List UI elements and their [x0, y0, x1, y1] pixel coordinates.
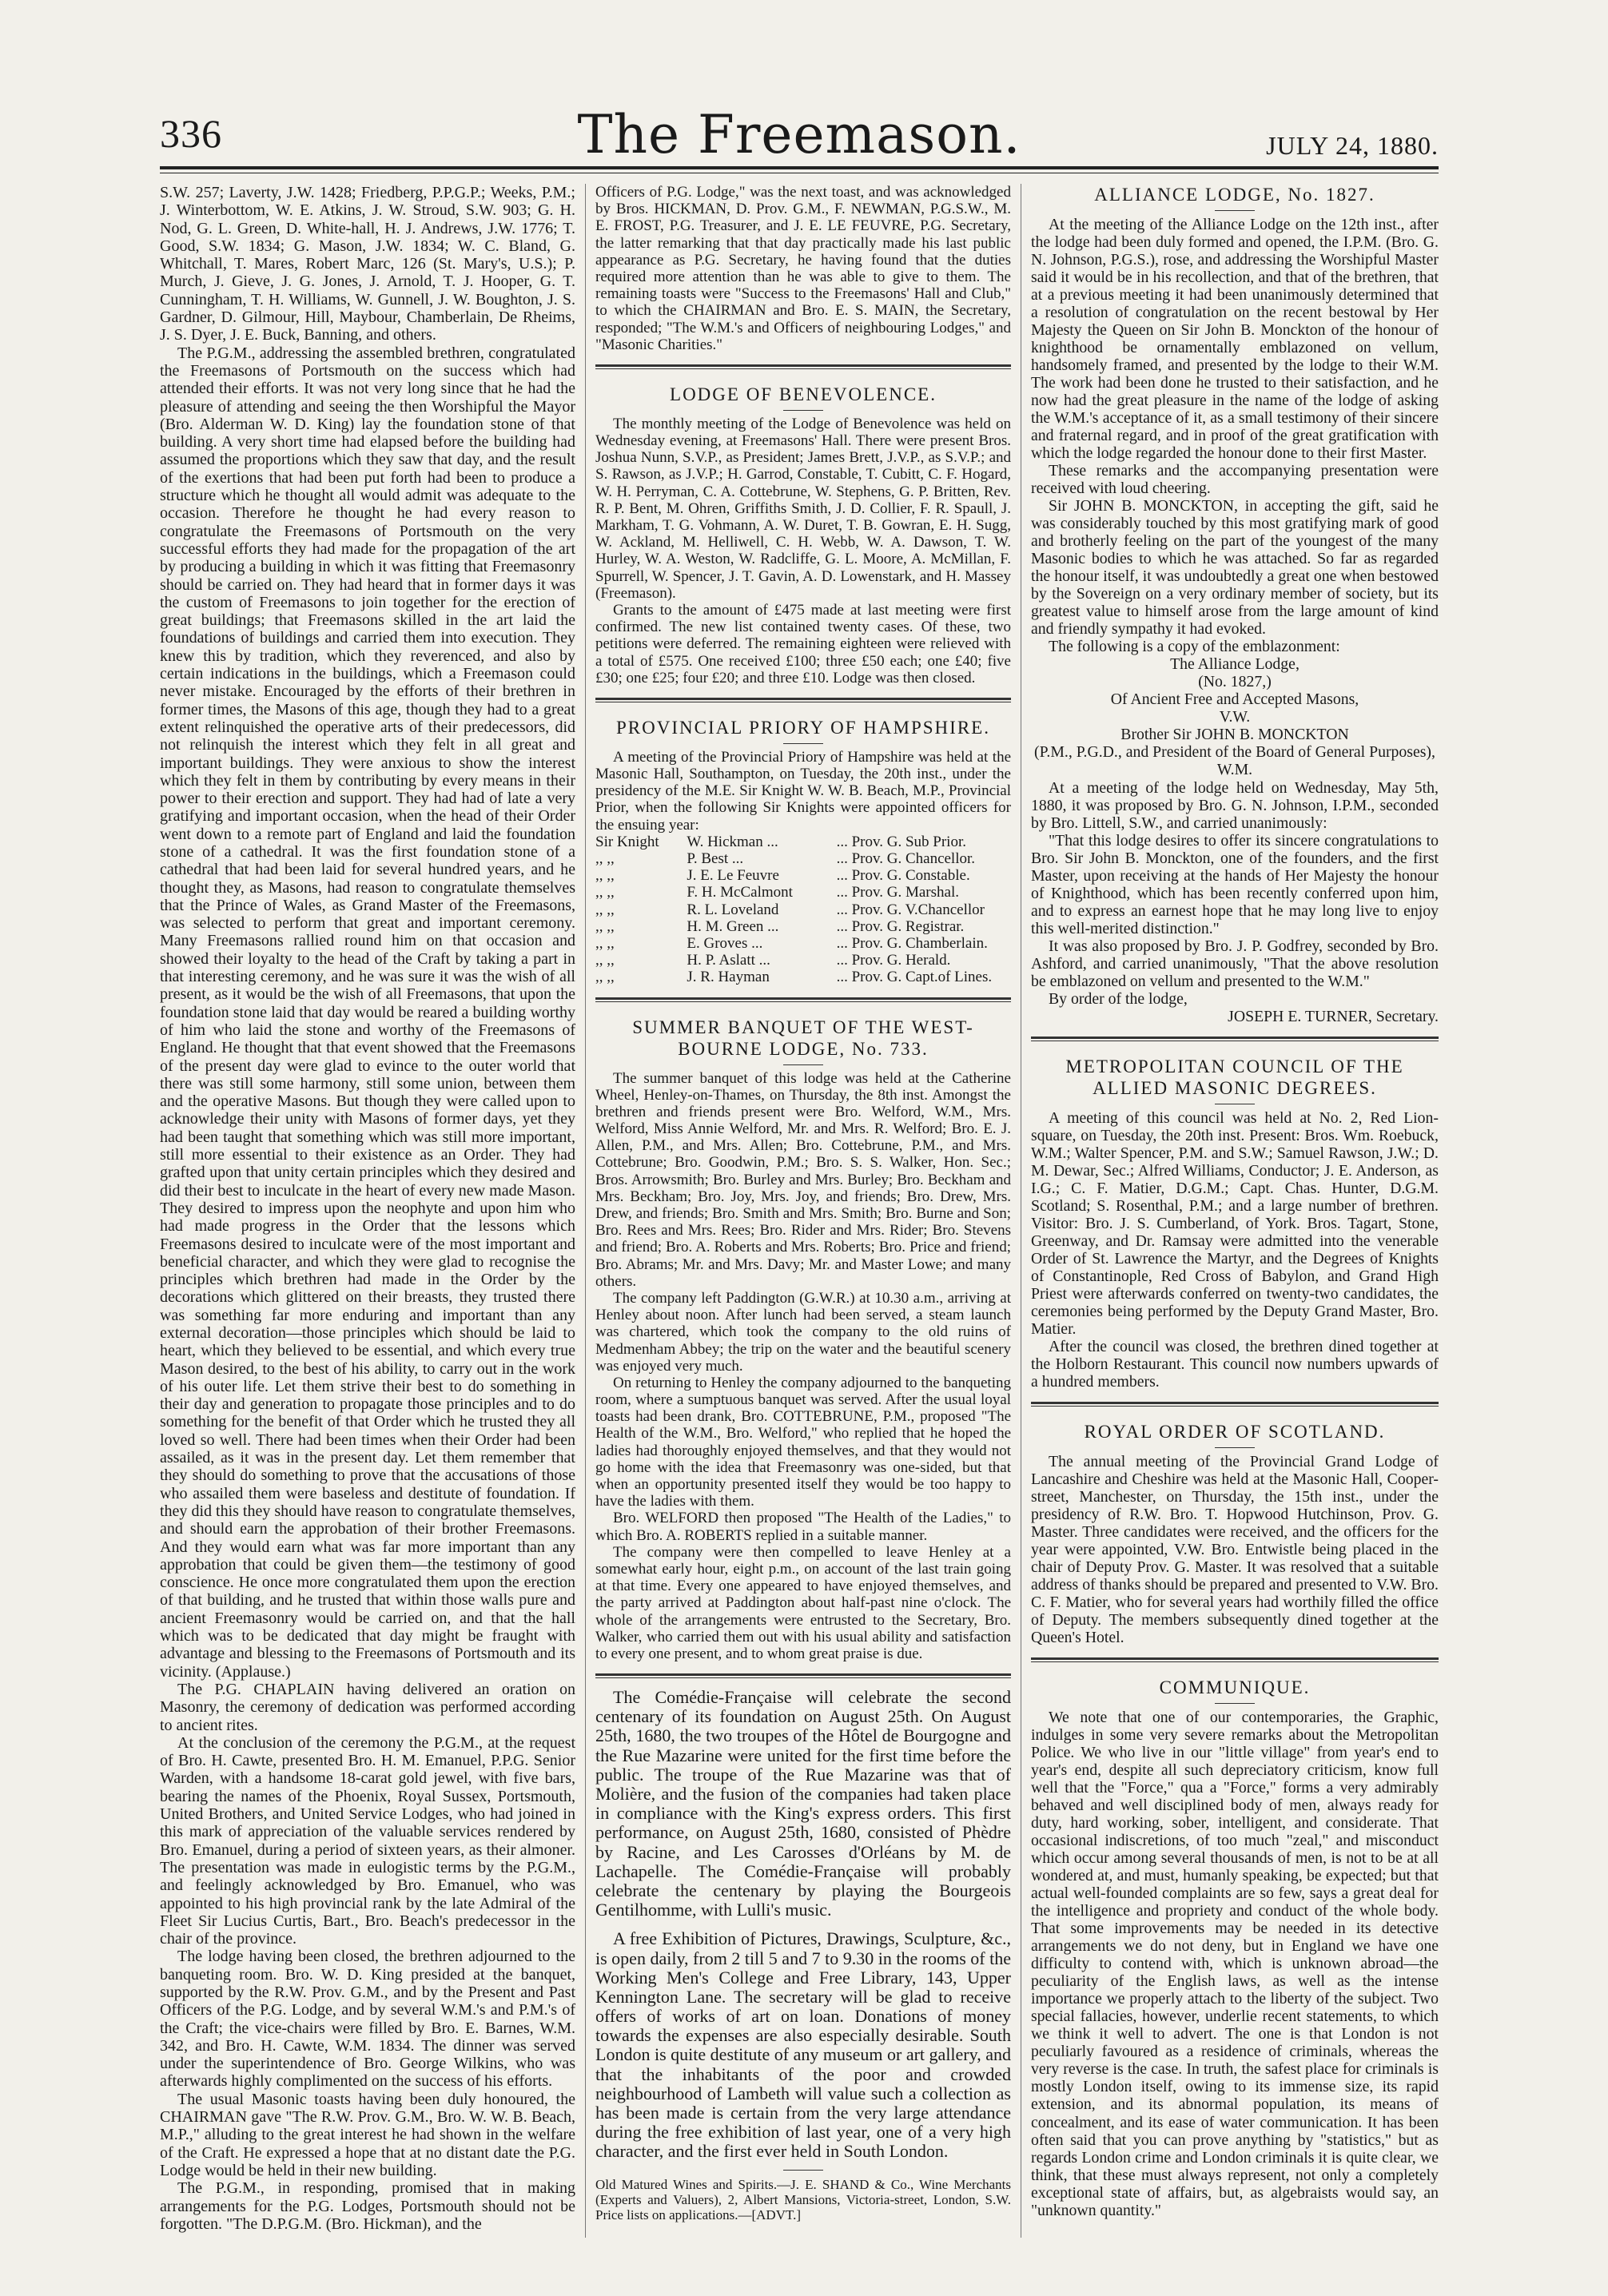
section-rule-thin: [595, 1001, 1011, 1002]
section-rule: [595, 364, 1011, 367]
article-paragraph: The annual meeting of the Provincial Grand Lodge of Lancashire and Cheshire was held at the Masonic Hall, Cooper-street, Manchester, on Thursday, the 15th inst., under the presidency of R.W. Bro. T. Hopwood Hutchinson, Prov. G. Master. Three candidates were received, and the officers for the year were appointed, V.W. Bro. Entwistle being placed in the chair of Deputy Prov. G. Master. It was resolved that a suitable address of thanks should be prepared and presented to V.W. Bro. C. F. Matier, who for several years had worthily filled the office of Deputy. The members subsequently dined together at the Queen's Hotel.: [1031, 1452, 1439, 1647]
article-paragraph: The company were then compelled to leave Henley at a somewhat early hour, eight p.m., on account of the last train going at that time. Every one appeared to have enjoyed themselves, and the party arrived at Paddington about half-past nine o'clock. The whole of the arrangements were entrusted to the Secretary, Bro. Walker, who carried them out with his usual ability and satisfaction to every one present, and to whom great praise is due.: [595, 1543, 1011, 1662]
officer-name: W. Hickman ...: [687, 833, 778, 850]
section-rule: [1031, 1037, 1439, 1039]
officer-row: [595, 834, 1011, 850]
officer-prefix: ,, ,,: [595, 952, 615, 969]
section-rule: [595, 1673, 1011, 1676]
officer-name: F. H. McCalmont: [687, 884, 793, 901]
officer-office: ... Prov. G. Marshal.: [836, 884, 959, 901]
heading-metropolitan-council: METROPOLITAN COUNCIL OF THE ALLIED MASONIC DEGREES.: [1065, 1056, 1404, 1098]
article-paragraph: A meeting of the Provincial Priory of Hampshire was held at the Masonic Hall, Southampton, on Tuesday, the 20th inst., under the presidency of the M.E. Sir Knight W. W. B. Beach, M.P., Provincial Prior, when the following Sir Knights were appointed officers for the ensuing year:: [595, 748, 1011, 834]
section-rule-thin: [1031, 1406, 1439, 1407]
article-paragraph: At the conclusion of the ceremony the P.G.M., at the request of Bro. H. Cawte, presented Bro. H. M. Emanuel, P.P.G. Senior Warden, with a handsome 18-carat gold jewel, with five bars, bearing the names of the Phoenix, Royal Sussex, Portsmouth, United Brothers, and United Service Lodges, who had joined in this mark of appreciation of the valuable services rendered by Bro. Emanuel, during a period of sixteen years, as their almoner. The presentation was made in eulogistic terms by the P.G.M., and feelingly acknowledged by Bro. Emanuel, who was appointed to his high provincial rank by the late Admiral of the Fleet Sir Lucius Curtis, Bart., Bro. Beach's predecessor in the chair of the province.: [160, 1733, 575, 1948]
article-paragraph: Grants to the amount of £475 made at last meeting were first confirmed. The new list contained twenty cases. Of these, two petitions were deferred. The remaining eighteen were relieved with a total of £575. One received £100; three £50 each; one £40; five £30; one £25; four £20; and three £10. Lodge was then closed.: [595, 601, 1011, 686]
officer-prefix: ,, ,,: [595, 917, 615, 935]
heading-underline: [783, 1064, 823, 1065]
heading-lodge-of-benevolence: LODGE OF BENEVOLENCE.: [670, 384, 937, 404]
section-rule: [595, 698, 1011, 700]
officer-row: [595, 969, 1011, 985]
article-paragraph-comedie: The Comédie-Française will celebrate the second centenary of its foundation on August 25th. On August 25th, 1680, the two troupes of the Hôtel de Bourgogne and the Rue Mazarine were united for the first time before the public. The troupe of the Rue Mazarine was that of Molière, and the fusion of the companies had taken place in compliance with the King's express orders. This first performance, on August 25th, 1680, consisted of Phèdre by Racine, and Les Carosses d'Orléans by M. de Lachapelle. The Comédie-Française will probably celebrate the centenary by playing the Bourgeois Gentilhomme, with Lulli's music.: [595, 1687, 1011, 1920]
article-paragraph: The lodge having been closed, the brethren adjourned to the banqueting room. Bro. W. D. King presided at the banquet, supported by the R.W. Prov. G.M., and by the Present and Past Officers of the P.G. Lodge, and by several W.M.'s and P.M.'s of the Craft; the vice-chairs were filled by Bro. E. Barnes, W.M. 342, and Bro. H. Cawte, W.M. 1834. The dinner was served under the superintendence of Bro. George Wilkins, who was afterwards highly complimented on the success of his efforts.: [160, 1948, 575, 2091]
heading-alliance-lodge: ALLIANCE LODGE, No. 1827.: [1094, 185, 1375, 205]
column-2: [595, 184, 1011, 2222]
officer-row: [595, 952, 1011, 969]
emblazonment-line: (P.M., P.G.D., and President of the Board of General Purposes), W.M.: [1034, 743, 1435, 779]
article-paragraph: The following is a copy of the emblazonment:: [1049, 638, 1340, 656]
article-paragraph: Officers of P.G. Lodge," was the next toast, and was acknowledged by Bros. HICKMAN, D. Prov. G.M., F. NEWMAN, P.G.S.W., M. E. FROST, P.G. Treasurer, and J. E. LE FEUVRE, P.G. Secretary, the latter remarking that that day practically made his last public appearance as P.G. Secretary, he having found that the duties required more attention than he was able to give to them. The remaining toasts were "Success to the Freemasons' Hall and Club," to which the CHAIRMAN and Bro. E. S. MAIN, the Secretary, responded; "The W.M.'s and Officers of neighbouring Lodges," and "Masonic Charities.": [595, 184, 1011, 353]
emblazonment-line: Brother Sir JOHN B. MONCKTON: [1120, 726, 1349, 744]
section-rule-thin: [1031, 1661, 1439, 1662]
heading-communique: COMMUNIQUE.: [1159, 1677, 1311, 1698]
column-1: [160, 184, 575, 2233]
officer-row: [595, 935, 1011, 952]
officer-office: ... Prov. G. Chamberlain.: [836, 934, 988, 952]
emblazonment-line: The Alliance Lodge,: [1170, 655, 1300, 674]
officer-row: [595, 901, 1011, 918]
article-paragraph: The P.G.M., addressing the assembled brethren, congratulated the Freemasons of Portsmouth on the success which had attended their efforts. It was not very long since that he had the pleasure of attending and seeing the then Worshipful the Mayor (Bro. Alderman W. D. King) lay the foundation stone of that building. A very short time had elapsed before the building had assumed the proportions which they saw that day, and the result of the exertions that had been put forth had been to produce a structure which he thought all would admit was adequate to the occasion. Therefore he thought he had every reason to congratulate the Freemasons of Portsmouth on the very successful efforts they had made for the propagation of the art by producing a building in which it was fitting that Freemasonry should be carried on. They had heard that in former days it was the custom of Freemasons to join together for the erection of great buildings; that Freemasons skilled in the art laid the foundations of buildings and carried them into execution. They knew this by tradition, which they reverenced, and also by certain indications in the buildings, which a Freemason could never mistake. Encouraged by the efforts of their brethren in former times, the Masons of this age, though they had to a great extent relinquished the operative arts of their predecessors, did not relinquish the interest which they felt in all great and important buildings. They were anxious to show the interest which they felt in them by contributing by every means in their power to their erection and support. They had had of late a very gratifying and important occasion, when the head of their Order went down to a remote part of England and laid the foundation stone of a cathedral. It was the first foundation stone of a cathedral that had been laid for several hundred years, and he thought they, as Masons, had reason to congratulate themselves that the Prince of Wales, as Grand Master of the Freemasons, was selected to perform that great and important ceremony. Many Freemasons rallied round him on that occasion and showed their loyalty to the head of the Craft by taking a part in that interesting ceremony, and he was sure it was the wish of all present, as it would be the wish of all Freemasons, that upon the foundation stone laid that day would be reared a building worthy of him who laid the stone and worthy of the Freemasons of England. He thought that that event showed that the Freemasons of the present day were glad to evince to the outer world that there was still some harmony, still some union, between them and the operative Masons. But though they were called upon to acknowledge their unity with Masons of former days, yet they had been taught that something which was still more important, still more essential to their existence as an Order. They had grafted upon that unity certain principles which they desired and did their best to inculcate in the heart of every new made Mason. They desired to impress upon the neophyte and upon him who had made progress in the Order that the lessons which Freemasons desired to inculcate were of the most important and beneficial character, and which they were glad to recognise the principles which brethren had made in the Order by the decorations which glittered on their breasts, they trusted there was something far more enduring and important than any external decoration—those principles which should be laid to heart, which they believed to be essential, and which every true Mason desired, to the best of his ability, to carry out in the work of his outer life. Let them strive their best to do something in their day and generation to propagate those principles and to do something for the benefit of that Order which he trusted they all loved so well. There had been times when their Order had been assailed, as it was in the present day. Let them remember that they should do something to prove that the accusations of those who assailed them were baseless and destitute of foundation. If they did this they should have reason to congratulate themselves, and should earn the approbation of their brother Freemasons. And they would earn what was far more important than any approbation that could be given them—the testimony of good conscience. He once more congratulated them upon the erection of that building, and he trusted that within those walls pure and ancient Freemasonry would be carried on, and that the hall which was to be dedicated that day might be fraught with advantage and blessing to the Freemasons of Portsmouth and its vicinity. (Applause.): [160, 344, 575, 1681]
officer-office: ... Prov. G. Sub Prior.: [836, 833, 966, 850]
article-paragraph: At a meeting of the lodge held on Wednesday, May 5th, 1880, it was proposed by Bro. G. N. Johnson, I.P.M., seconded by Bro. Littell, S.W., and carried unanimously:: [1031, 778, 1439, 832]
officer-name: J. E. Le Feuvre: [687, 867, 779, 885]
officer-prefix: ,, ,,: [595, 867, 615, 885]
section-rule: [1031, 1402, 1439, 1404]
officer-prefix: ,, ,,: [595, 901, 615, 918]
emblazonment-line: V.W.: [1219, 708, 1251, 726]
heading-summer-banquet: SUMMER BANQUET OF THE WEST-BOURNE LODGE, No. 733.: [632, 1017, 974, 1059]
heading-underline: [1215, 1447, 1255, 1448]
officer-name: R. L. Loveland: [687, 901, 779, 918]
heading-underline: [783, 410, 823, 411]
officer-office: ... Prov. G. Constable.: [836, 867, 970, 885]
heading-royal-order: ROYAL ORDER OF SCOTLAND.: [1084, 1421, 1386, 1442]
header-rule: [160, 166, 1439, 169]
issue-date: JULY 24, 1880.: [1266, 131, 1439, 160]
signature: JOSEPH E. TURNER, Secretary.: [1228, 1007, 1439, 1025]
article-paragraph: "That this lodge desires to offer its sincere congratulations to Bro. Sir John B. Monckton, one of the founders, and the first Master, upon receiving at the hands of Her Majesty the honour of Knighthood, which has been recently conferred upon him, and to express an earnest hope that he may long live to enjoy this well-merited distinction.": [1031, 831, 1439, 937]
section-rule-thin: [595, 368, 1011, 369]
officers-table: [595, 834, 1011, 986]
officer-office: ... Prov. G. Chancellor.: [836, 850, 976, 867]
officer-name: P. Best ...: [687, 850, 744, 867]
article-paragraph: The monthly meeting of the Lodge of Benevolence was held on Wednesday evening, at Freemasons' Hall. There were present Bros. Joshua Nunn, S.V.P., as President; James Brett, J.V.P., as S.V.P.; and S. Rawson, as J.V.P.; H. Garrod, Constable, T. Cubitt, C. F. Hogard, W. H. Perryman, C. A. Cottebrune, W. Stephens, G. P. Britten, Rev. R. P. Bent, M. Ohren, Griffiths Smith, J. D. Collier, F. R. Spaull, J. Markham, T. G. Vohmann, A. W. Duret, T. B. Gowran, E. H. Sugg, W. Ackland, M. Helliwell, C. H. Webb, W. A. Dawson, T. W. Hurley, W. A. Weston, W. Radcliffe, G. L. Moore, A. McMillan, F. Spurrell, W. Spencer, J. T. Gavin, A. D. Lowenstark, and H. Massey (Freemason).: [595, 415, 1011, 602]
article-paragraph: S.W. 257; Laverty, J.W. 1428; Friedberg, P.P.G.P.; Weeks, P.M.; J. Winterbottom, W. E. Atkins, J. W. Stroud, S.W. 903; G. H. Nod, G. L. Green, D. White-hall, H. J. Andrews, J.W. 1776; T. Good, S.W. 1834; G. Mason, J.W. 1834; W. C. Bland, G. Whitchall, T. Mares, Robert Marc, 126 (St. Mary's, U.S.); P. Murch, J. Gieve, J. G. Jones, J. Arnold, T. J. Hooper, G. T. Cunningham, T. H. Williams, W. Gunnell, J. W. Boughton, J. S. Gardner, D. Gilmour, Hill, Maybour, Chamberlain, De Rheims, J. S. Dyer, J. E. Buck, Banning, and others.: [160, 184, 575, 344]
article-paragraph-exhibition: A free Exhibition of Pictures, Drawings, Sculpture, &c., is open daily, from 2 till 5 and 7 to 9.30 in the rooms of the Working Men's College and Free Library, 143, Upper Kennington Lane. The secretary will be glad to receive offers of works of art on loan. Donations of money towards the expenses are also especially desirable. South London is quite destitute of any museum or art gallery, and that the inhabitants of the poor and crowded neighbourhood of Lambeth will value such a collection as has been made is certain from the very large attendance during the free exhibition of last year, one of a very high character, and the first ever held in South London.: [595, 1928, 1011, 2162]
emblazonment-line: Of Ancient Free and Accepted Masons,: [1110, 690, 1359, 709]
article-paragraph: After the council was closed, the brethren dined together at the Holborn Restaurant. This council now numbers upwards of a hundred members.: [1031, 1337, 1439, 1391]
heading-underline: [783, 743, 823, 744]
officer-prefix: ,, ,,: [595, 850, 615, 867]
officer-row: [595, 884, 1011, 901]
page-header: [160, 104, 1439, 168]
officer-row: [595, 867, 1011, 884]
heading-provincial-priory: PROVINCIAL PRIORY OF HAMPSHIRE.: [616, 717, 990, 738]
article-paragraph: At the meeting of the Alliance Lodge on the 12th inst., after the lodge had been duly formed and opened, the I.P.M. (Bro. G. N. Johnson, P.G.S.), rose, and addressing the Worshipful Master said it would be in his recollection, and that of the brethren, that at a previous meeting it had been unanimously determined that a resolution of congratulation on the recent bestowal by Her Majesty the Queen on Sir John B. Monckton of the honour of knighthood be ornamentally emblazoned on vellum, handsomely framed, and presented by the lodge to their W.M. The work had been done he trusted to their satisfaction, and he now had the great pleasure in the name of the lodge of asking the W.M.'s acceptance of it, as a small testimony of their sincere and fraternal regard, and in proof of the great gratification with which the lodge regarded the honour done to their first Master.: [1031, 216, 1439, 463]
officer-prefix: ,, ,,: [595, 884, 615, 901]
officer-office: ... Prov. G. Herald.: [836, 952, 951, 969]
officer-name: H. M. Green ...: [687, 917, 779, 935]
heading-underline: [1215, 1703, 1255, 1704]
officer-name: J. R. Hayman: [687, 969, 770, 986]
officer-prefix: ,, ,,: [595, 934, 615, 952]
article-paragraph: The company left Paddington (G.W.R.) at 10.30 a.m., arriving at Henley about noon. After lunch had been served, a steam launch was chartered, which took the company to the old ruins of Medmenham Abbey; the trip on the water and the beautiful scenery was enjoyed very much.: [595, 1289, 1011, 1375]
officer-name: H. P. Aslatt ...: [687, 952, 770, 969]
officer-row: [595, 850, 1011, 867]
advertisement: Old Matured Wines and Spirits.—J. E. SHAND & Co., Wine Merchants (Experts and Valuers), 2, Albert Mansions, Victoria-street, London, S.W. Price lists on applications.—[ADVT.]: [595, 2176, 1011, 2222]
article-paragraph: Bro. WELFORD then proposed "The Health of the Ladies," to which Bro. A. ROBERTS replied in a suitable manner.: [595, 1510, 1011, 1544]
emblazonment-line: (No. 1827,): [1198, 673, 1272, 691]
section-rule: [595, 997, 1011, 1000]
article-paragraph: The summer banquet of this lodge was held at the Catherine Wheel, Henley-on-Thames, on Thursday, the 8th inst. Amongst the brethren and friends present were Bro. Welford, W.M., Mrs. Welford, Miss Annie Welford, Mr. and Mrs. R. Welford; Bro. E. J. Allen, P.M., and Mrs. Allen; Bro. Cottebrune, P.M., and Mrs. Cottebrune; Bro. Goodwin, P.M.; Bro. S. S. Walker, Hon. Sec.; Bros. Arrowsmith; Bro. Burley and Mrs. Burley; Bro. Beckham and Mrs. Beckham; Bro. Joy, Mrs. Joy, and friends; Bro. Drew, Mrs. Drew, and friends; Bro. Smith and Mrs. Smith; Bro. Burne and Son; Bro. Rees and Mrs. Rees; Bro. Rider and Mrs. Rider; Bro. Stevens and friend; Bro. A. Roberts and Mrs. Roberts; Bro. Price and friend; Bro. Abrams; Mr. and Mrs. Davy; Mr. and Master Lowe; and many others.: [595, 1069, 1011, 1290]
article-paragraph: We note that one of our contemporaries, the Graphic, indulges in some very severe remarks about the Metropolitan Police. We who live in our "little village" from year's end to year's end, despite all such depreciatory criticism, know full well that the "Force," qua a "Force," forms a very admirably behaved and well disciplined body of men, always ready for duty, hard working, sober, intelligent, and considerate. That occasional indiscretions, of too much "zeal," and misconduct which occur among several thousands of men, is not to be at all wondered at, and must, humanly speaking, be expected; but that actual well-founded complaints are so few, says a great deal for the intelligence and propriety and conduct of the whole body. That some improvements may be needed in its detective arrangements we do not deny, but in England we have one difficulty to contend with, which is unknown abroad—the peculiarity of the English laws, as well as the intense importance we properly attach to the liberty of the subject. Two special fallacies, however, underlie recent statements, to which we think it well to advert. The one is that London is not peculiarly favoured as a residence of criminals, whereas the very reverse is the case. In truth, the safest place for criminals is mostly London itself, owing to its immense size, its rapid extension, and its abnormal population, its means of concealment, and its ease of water communication. It has been often said that you can prove anything by "statistics," but as regards London crime and London criminals it is quite clear, we think, that these must always represent, not only a completely exceptional state of affairs, but, as algebraists would say, an "unknown quantity.": [1031, 1709, 1439, 2219]
column-3: [1031, 184, 1439, 2219]
ornament-rule: [783, 2170, 823, 2171]
heading-underline: [1215, 210, 1255, 211]
article-paragraph: The P.G.M., in responding, promised that in making arrangements for the P.G. Lodges, Portsmouth should not be forgotten. "The D.P.G.M. (Bro. Hickman), and the: [160, 2179, 575, 2233]
officer-prefix: ,, ,,: [595, 969, 615, 986]
section-rule: [1031, 1657, 1439, 1660]
officer-prefix: Sir Knight: [595, 833, 659, 850]
article-paragraph: The usual Masonic toasts having been duly honoured, the CHAIRMAN gave "The R.W. Prov. G.M., Bro. W. W. B. Beach, M.P.," alluding to the great interest he had shown in the welfare of the Craft. He expressed a hope that at no distant date the P.G. Lodge would be held in their new building.: [160, 2090, 575, 2179]
article-paragraph: By order of the lodge,: [1049, 989, 1188, 1008]
article-paragraph: It was also proposed by Bro. J. P. Godfrey, seconded by Bro. Ashford, and carried unanimously, "That the above resolution be emblazoned on vellum and presented to the W.M.": [1031, 937, 1439, 990]
article-paragraph: These remarks and the accompanying presentation were received with loud cheering.: [1031, 462, 1439, 498]
article-paragraph: A meeting of this council was held at No. 2, Red Lion-square, on Tuesday, the 20th inst. Present: Bros. Wm. Roebuck, W.M.; Walter Spencer, P.M. and S.W.; Samuel Rawson, J.W.; D. M. Dewar, Sec.; Alfred Williams, Conductor; J. E. Anderson, as I.G.; C. F. Matier, D.G.M.; Capt. Chas. Hunter, D.G.M. Scotland; S. Rosenthal, P.M.; and a large number of brethren. Visitor: Bro. J. S. Cumberland, of York. Bros. Tagart, Stone, Greenway, and Dr. Ramsay were admitted into the venerable Order of St. Lawrence the Martyr, and the Degrees of Knights of Constantinople, Red Cross of Babylon, and Grand High Priest were afterwards conferred on twenty-two candidates, the ceremonies being performed by the Deputy Grand Master, Bro. Matier.: [1031, 1108, 1439, 1338]
officer-office: ... Prov. G. Capt.of Lines.: [836, 969, 993, 986]
page-number: 336: [160, 111, 222, 156]
officer-name: E. Groves ...: [687, 934, 763, 952]
column-divider: [585, 184, 586, 2238]
officer-row: [595, 918, 1011, 935]
article-paragraph: The P.G. CHAPLAIN having delivered an oration on Masonry, the ceremony of dedication was performed according to ancient rites.: [160, 1680, 575, 1734]
article-paragraph: Sir JOHN B. MONCKTON, in accepting the gift, said he was considerably touched by this most gratifying mark of good and brotherly feeling on the part of the youngest of the many Masonic bodies to which he was attached. So far as regarded the honour itself, it was undoubtedly a great one when bestowed by the Sovereign on a very ordinary member of society, but its greatest value to himself arose from the large amount of kind and friendly sympathy it had evoked.: [1031, 497, 1439, 639]
masthead-title: The Freemason.: [577, 104, 1021, 165]
officer-office: ... Prov. G. V.Chancellor: [836, 901, 985, 918]
article-paragraph: On returning to Henley the company adjourned to the banqueting room, where a sumptuous banquet was served. After the usual loyal toasts had been drank, Bro. COTTEBRUNE, P.M., proposed "The Health of the W.M., Bro. Welford," who replied that he hoped the ladies had thoroughly enjoyed themselves, and that they would not go home with the idea that Freemasonry was one-sided, but that when an opportunity presented itself they would be too happy to have the ladies with them.: [595, 1374, 1011, 1510]
officer-office: ... Prov. G. Registrar.: [836, 917, 965, 935]
